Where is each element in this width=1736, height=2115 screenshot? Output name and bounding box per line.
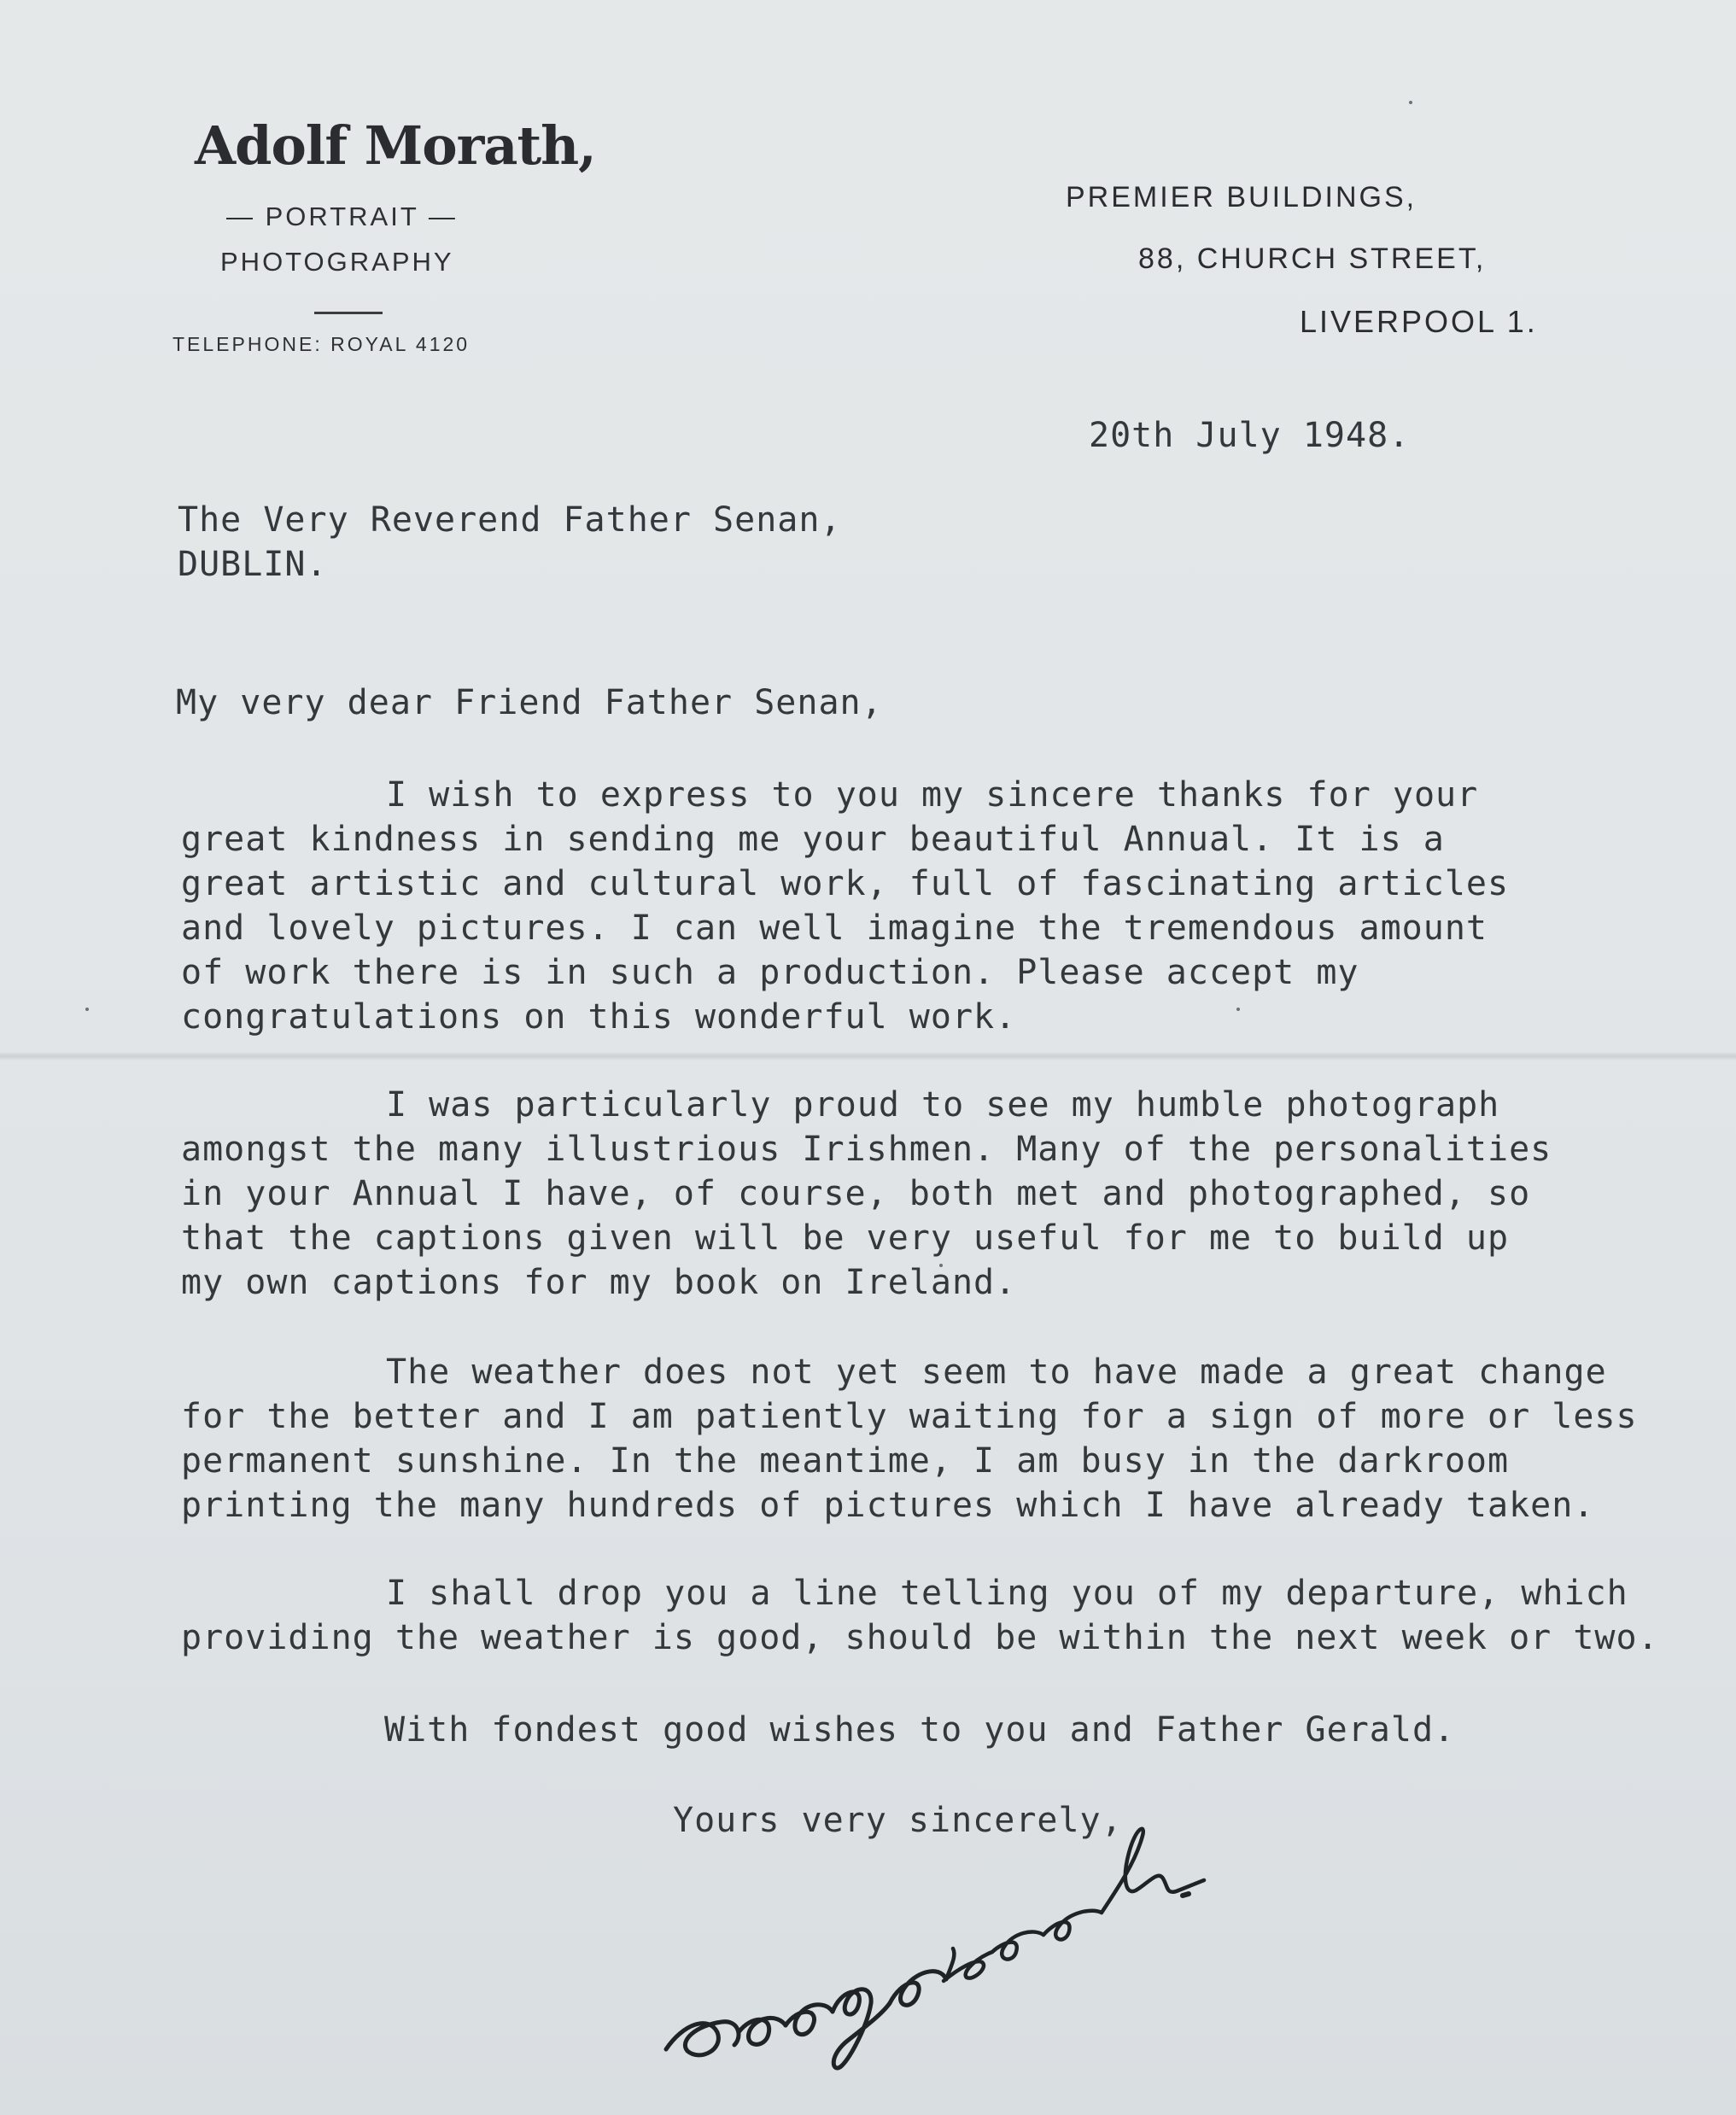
paper-fold <box>0 1052 1736 1060</box>
paragraph-line: amongst the many illustrious Irishmen. Many of the personalities <box>181 1130 1552 1169</box>
salutation: My very dear Friend Father Senan, <box>176 683 883 722</box>
paragraph-line: printing the many hundreds of pictures which I have already taken. <box>181 1486 1595 1525</box>
paragraph-line: for the better and I am patiently waiting for a sign of more or less <box>181 1397 1638 1436</box>
paper-speck <box>85 1008 89 1011</box>
closing-wishes: With fondest good wishes to you and Father Gerald. <box>384 1710 1456 1750</box>
paragraph-line: in your Annual I have, of course, both met and photographed, so <box>181 1174 1531 1213</box>
paragraph-line: providing the weather is good, should be within the next week or two. <box>181 1618 1659 1657</box>
paper-speck <box>1409 101 1412 104</box>
paragraph-line: I was particularly proud to see my humble photograph <box>386 1085 1500 1125</box>
letterhead-telephone: TELEPHONE: ROYAL 4120 <box>172 333 471 355</box>
valediction: Yours very sincerely, <box>673 1801 1123 1840</box>
letterhead-tagline-photography: PHOTOGRAPHY <box>220 247 454 277</box>
letterhead-address-line-1: PREMIER BUILDINGS, <box>1066 181 1417 213</box>
letterhead-name: Adolf Morath, <box>195 114 596 177</box>
paragraph-line: congratulations on this wonderful work. <box>181 997 1017 1037</box>
paragraph-line: I shall drop you a line telling you of my departure, which <box>386 1574 1628 1613</box>
paragraph-line: and lovely pictures. I can well imagine the tremendous amount <box>181 909 1488 948</box>
paragraph-line: my own captions for my book on Ireland. <box>181 1263 1017 1302</box>
body-paragraph-2 <box>181 1083 1552 1305</box>
letterhead-address-line-3: LIVERPOOL 1. <box>1300 304 1538 339</box>
paragraph-line: great artistic and cultural work, full of fascinating articles <box>181 864 1510 903</box>
letterhead-address-line-2: 88, CHURCH STREET, <box>1138 242 1487 275</box>
letter-date: 20th July 1948. <box>1089 416 1411 455</box>
body-paragraph-3 <box>181 1350 1638 1528</box>
letterhead-tagline-portrait: — PORTRAIT — <box>226 202 458 231</box>
recipient-city: DUBLIN. <box>178 545 328 584</box>
body-paragraph-4 <box>181 1571 1659 1660</box>
handwritten-signature <box>658 1802 1255 2075</box>
letterhead-divider <box>314 312 383 314</box>
paragraph-line: great kindness in sending me your beautiful Annual. It is a <box>181 820 1445 859</box>
recipient-name: The Very Reverend Father Senan, <box>178 500 842 540</box>
paragraph-line: I wish to express to you my sincere thanks for your <box>386 775 1479 815</box>
paragraph-line: that the captions given will be very useful for me to build up <box>181 1218 1510 1258</box>
paragraph-line: The weather does not yet seem to have made a great change <box>386 1353 1607 1392</box>
paragraph-line: of work there is in such a production. Please accept my <box>181 953 1359 992</box>
paragraph-line: permanent sunshine. In the meantime, I am busy in the darkroom <box>181 1441 1510 1481</box>
body-paragraph-1 <box>181 773 1509 1039</box>
